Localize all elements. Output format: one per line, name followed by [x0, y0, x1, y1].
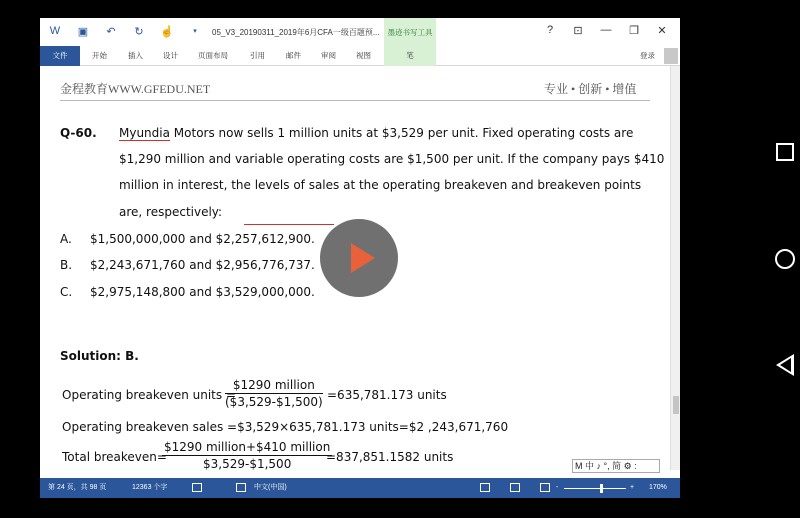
question-number: Q-60. — [60, 126, 97, 140]
vertical-scrollbar[interactable] — [670, 66, 680, 470]
option-b-letter: B. — [60, 258, 73, 272]
solution-title: Solution: B. — [60, 349, 139, 363]
option-a-text: $1,500,000,000 and $2,257,612,900. — [90, 232, 315, 246]
login-link[interactable]: 登录 — [640, 51, 655, 60]
avatar[interactable] — [664, 48, 678, 64]
back-icon-inner — [780, 358, 791, 372]
minimize-button[interactable]: — — [600, 24, 612, 36]
close-button[interactable]: ✕ — [657, 25, 667, 37]
recent-apps-icon[interactable] — [776, 143, 794, 161]
fraction-1-numerator: $1290 million — [225, 378, 323, 394]
question-brand: Myundia — [119, 126, 170, 140]
fraction-1-denominator: ($3,529-$1,500) — [225, 395, 323, 409]
redo-icon[interactable]: ↻ — [134, 25, 144, 38]
help-button[interactable]: ? — [546, 24, 554, 36]
solution-line-1-result: =635,781.173 units — [327, 388, 447, 402]
print-layout-icon[interactable] — [510, 483, 520, 492]
solution-line-2: Operating breakeven sales =$3,529×635,781.173 units=$2 ,243,671,760 — [62, 420, 509, 434]
solution-line-1-label: Operating breakeven units = — [62, 388, 237, 402]
undo-icon[interactable]: ↶ — [106, 25, 116, 38]
option-a-letter: A. — [60, 232, 72, 246]
proofing-icon[interactable] — [192, 483, 202, 492]
zoom-slider[interactable] — [564, 488, 626, 489]
zoom-in-button[interactable]: + — [630, 484, 635, 491]
web-layout-icon[interactable] — [540, 483, 550, 492]
option-c-text: $2,975,148,800 and $3,529,000,000. — [90, 285, 315, 299]
solution-line-3-result: =837,851.1582 units — [326, 450, 454, 464]
tab-view[interactable]: 视图 — [356, 51, 371, 60]
fraction-2-numerator: $1290 million+$410 million — [164, 440, 331, 454]
page-header-left: 金程教育WWW.GFEDU.NET — [60, 82, 211, 96]
title-bar — [40, 18, 680, 46]
save-icon[interactable]: ▣ — [77, 25, 89, 38]
customize-toolbar-icon[interactable]: ▾ — [193, 28, 197, 35]
play-button[interactable] — [320, 219, 398, 297]
ribbon-display-button[interactable]: ⊡ — [573, 25, 583, 37]
home-icon[interactable] — [775, 249, 795, 269]
question-line-3: million in interest, the levels of sales at the operating breakeven and breakeven points — [119, 178, 642, 192]
tab-mailings[interactable]: 邮件 — [286, 51, 301, 60]
page-count[interactable]: 第 24 页，共 98 页 — [48, 484, 107, 491]
tab-home[interactable]: 开始 — [92, 51, 107, 60]
tab-pen[interactable]: 笔 — [384, 46, 436, 66]
ink-tools-tab[interactable]: 墨迹书写工具 — [384, 18, 436, 46]
question-line-1-text: Motors now sells 1 million units at $3,529 per unit. Fixed operating costs are — [169, 126, 634, 140]
tab-design[interactable]: 设计 — [163, 51, 178, 60]
header-divider — [60, 100, 650, 101]
document-title: 05_V3_20190311_2019年6月CFA一级百题预... — [212, 28, 380, 37]
read-mode-icon[interactable] — [480, 483, 490, 492]
tab-file[interactable]: 文件 — [40, 46, 80, 66]
tab-layout[interactable]: 页面布局 — [198, 51, 228, 60]
restore-button[interactable]: ❐ — [629, 25, 639, 37]
solution-line-3-label: Total breakeven= — [62, 450, 167, 464]
question-line-4: are, respectively: — [119, 205, 223, 219]
solution-line-3-fraction — [162, 440, 332, 471]
zoom-slider-knob[interactable] — [600, 484, 603, 493]
word-count[interactable]: 12363 个字 — [132, 484, 168, 491]
tab-review[interactable]: 审阅 — [321, 51, 336, 60]
tab-references[interactable]: 引用 — [250, 51, 265, 60]
ribbon-tabs — [40, 46, 680, 66]
tab-insert[interactable]: 插入 — [128, 51, 143, 60]
macro-icon[interactable] — [236, 483, 246, 492]
scrollbar-thumb[interactable] — [673, 396, 679, 414]
ime-toolbar[interactable]: M 中 ♪ °, 简 ⚙ : — [572, 459, 660, 473]
zoom-level[interactable]: 170% — [649, 484, 667, 491]
option-b-text: $2,243,671,760 and $2,956,776,737. — [90, 258, 315, 272]
option-c-letter: C. — [60, 285, 73, 299]
answer-blank — [244, 224, 334, 225]
touch-mode-icon[interactable]: ☝ — [160, 25, 174, 38]
question-line-1 — [119, 126, 633, 140]
status-bar — [40, 478, 680, 498]
language[interactable]: 中文(中国) — [254, 484, 287, 491]
question-line-2: $1,290 million and variable operating costs are $1,500 per unit. If the company pays $410 — [119, 152, 665, 166]
word-logo-icon: W — [49, 25, 61, 37]
play-icon — [351, 243, 375, 273]
solution-line-1-fraction — [225, 378, 323, 409]
fraction-2-denominator: $3,529-$1,500 — [203, 457, 292, 471]
zoom-out-button[interactable]: - — [556, 484, 559, 491]
page-header-right: 专业 • 创新 • 增值 — [544, 82, 637, 96]
